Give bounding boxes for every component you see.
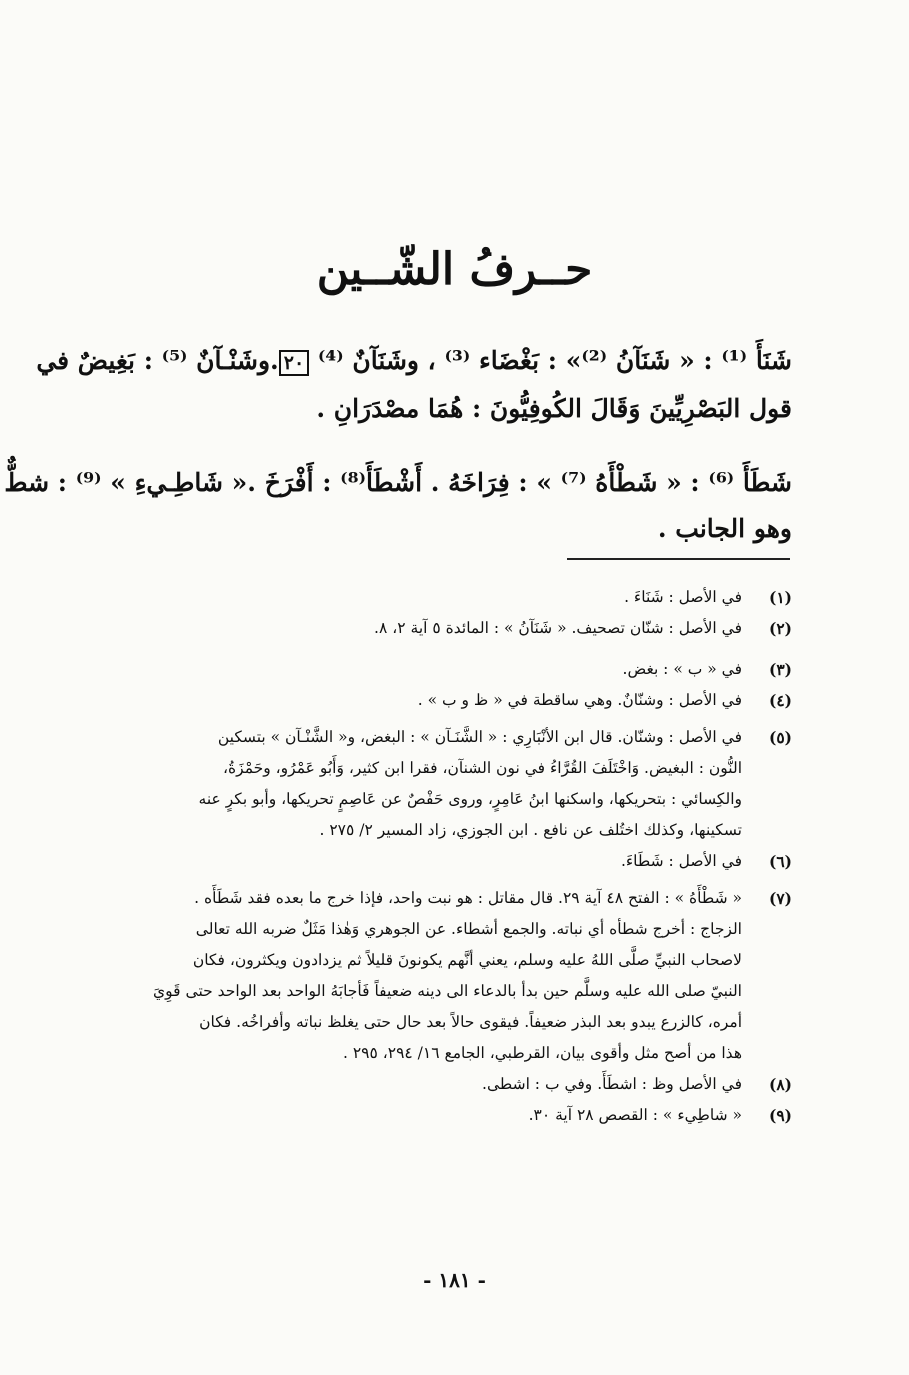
footnote (112, 846, 792, 877)
footnote (112, 722, 792, 846)
footnote-text: في الأصل : وشنّانٌ. وهي ساقطة في « ظ و ب » . (417, 691, 742, 709)
footnote-text: « شاطِيء » : القصص ٢٨ آية ٣٠. (528, 1106, 742, 1124)
footnote (112, 613, 792, 644)
footnote-text: في الأصل : شنّان تصحيف. « شَنَآنُ » : المائدة ٥ آية ٢، ٨. (374, 619, 742, 637)
footnote-number: (٢) (768, 619, 792, 638)
footnote (112, 654, 792, 685)
dictionary-entry-shana (36, 338, 792, 432)
footnote-number: (٩) (768, 1106, 792, 1125)
footnote-text: والكِسائي : بتحريكها، واسكنها ابنُ عَامِرٍ، وروى حَفْصٌ عن عَاصِمٍ تحريكها، وأبو بكرٍ عنه (198, 790, 742, 808)
boxed-page-marker: ٢٠ (279, 350, 309, 376)
footnote-number: (٥) (768, 728, 792, 747)
footnotes (112, 582, 792, 1131)
footnote (112, 1100, 792, 1131)
footnote-text: تسكينها، وكذلك اختُلف عن نافع . ابن الجوزي، زاد المسير ٢/ ٢٧٥ . (319, 821, 742, 839)
footnote-number: (٤) (768, 691, 792, 710)
footnote-text: النبيّ صلى الله عليه وسلَّم حين بدأ بالدعاء الى دينه ضعيفاً فَأجابَهُ الواحد بعد الواحد حتى قَوِيَ (153, 982, 742, 1000)
footnote-text: لاصحاب النبيِّ صلَّى اللهُ عليه وسلم، يعني أنَّهم يكونونَ قليلاً ثم يزدادون ويكثرون، فكان (192, 951, 742, 969)
footnote-number: (٨) (768, 1075, 792, 1094)
footnote-divider (567, 558, 790, 560)
entry-text: شَنَأَ ⁽¹⁾ : « شَنَآنُ ⁽²⁾» : بَغْضَاء ⁽³⁾ ، وشَنَآنٌ ⁽⁴⁾ (309, 346, 792, 375)
footnote-text: الزجاج : أخرج شطأه أي نباته. والجمع أشطاء. عن الجوهري وَهٰذا مَثَلٌ ضربه الله تعالى (195, 920, 742, 938)
chapter-title: حــرفُ الشّــين (316, 244, 593, 295)
page-number: - ١٨١ - (423, 1268, 486, 1292)
footnote-number: (٧) (768, 889, 792, 908)
dictionary-entry-shata (4, 460, 792, 552)
entry-line: شَطَأَ ⁽⁶⁾ : « شَطْأَهُ ⁽⁷⁾ » : فِرَاخَهُ . أَشْطَأَ⁽⁸⁾ : أَفْرَخَ .« شَاطِـيءِ » ⁽⁹⁾ : شطٌّ (4, 468, 792, 497)
footnote-text: في الأصل : وشنّان. قال ابن الأنْبَارِي : « الشَّنَـآن » : البغض، و« الشَّنْـآن » بتسكين (217, 728, 742, 746)
footnote-text: النُّون : البغيض. وَاخْتَلَفَ القُرَّاءُ في نون الشنآن، فقرا ابن كثير، وَأَبُو عَمْرُو، وحَمْزَةُ، (223, 759, 742, 777)
footnote (112, 582, 792, 613)
entry-text: .وشَنْـآنٌ ⁽⁵⁾ : بَغِيضٌ في (36, 346, 279, 375)
footnote-number: (٣) (768, 660, 792, 679)
footnote-text: أمره، كالزرع يبدو بعد البذر ضعيفاً. فيقوى حالاً بعد حال حتى يغلظ نباته وأفراخُه. فكان (199, 1013, 742, 1031)
footnote-text: في الأصل وظ : اشطَأَ. وفي ب : اشطى. (482, 1075, 742, 1093)
footnote-number: (١) (768, 588, 792, 607)
footnote-text: في « ب » : بغض. (622, 660, 742, 678)
footnote-number: (٦) (768, 852, 792, 871)
footnote (112, 883, 792, 1069)
entry-line (36, 338, 792, 386)
footnote-text: « شَطْأَهُ » : الفتح ٤٨ آية ٢٩. قال مقاتل : هو نبت واحد، فإذا خرج ما بعده فقد شَطَأَه . (194, 889, 742, 907)
footnote (112, 1069, 792, 1100)
footnote-text: في الأصل : شَنَاءَ . (624, 588, 742, 606)
entry-line: وهو الجانب . (657, 514, 792, 543)
footnote (112, 685, 792, 716)
entry-line: قول البَصْرِيِّينَ وَقَالَ الكُوفِيُّونَ : هُمَا مصْدَرَانِ . (316, 394, 792, 423)
footnote-text: هذا من أصح مثل وأقوى بيان، القرطبي، الجامع ١٦/ ٢٩٤، ٢٩٥ . (342, 1044, 742, 1062)
footnote-text: في الأصل : شَطَاءَ. (620, 852, 742, 870)
